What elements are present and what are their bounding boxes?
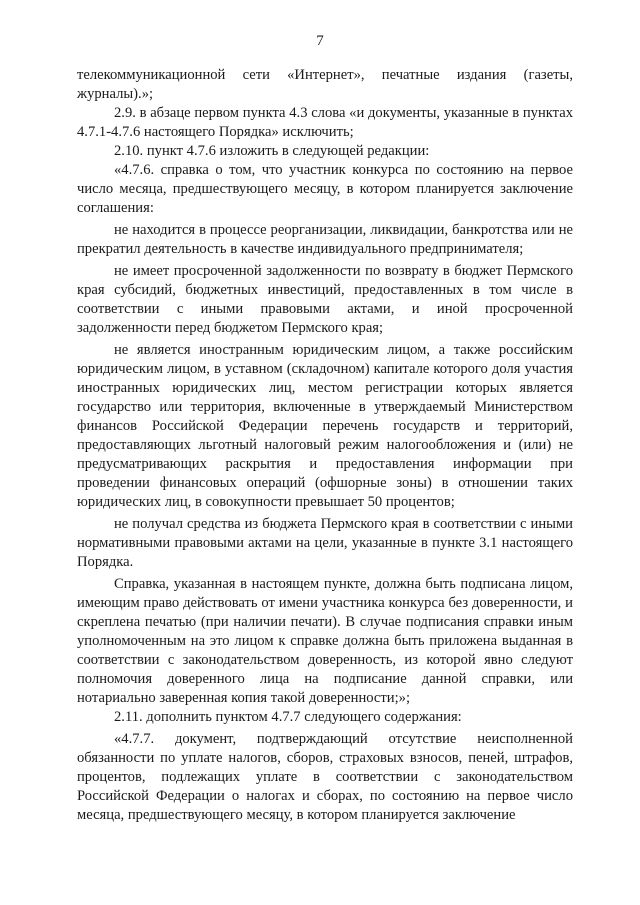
paragraph-foreign-entity: не является иностранным юридическим лицом, а также российским юридическим лицом, в уставном (складочном) капитале которого доля участия иностранных юридических лиц, местом регистрации которых является государство или территория, включенные в утверждаемый Министерством финансов Российской Федерации перечень государств и территорий, предоставляющих льготный налоговый режим налогообложения и (или) не предусматривающих раскрытия и предоставления информации при проведении финансовых операций (офшорные зоны) в отношении таких юридических лиц, в совокупности превышает 50 процентов; xyxy=(77,342,573,510)
document-body xyxy=(77,66,573,825)
paragraph-reorganization: не находится в процессе реорганизации, ликвидации, банкротства или не прекратил деятельность в качестве индивидуального предпринимателя; xyxy=(77,222,573,257)
paragraph-debt: не имеет просроченной задолженности по возврату в бюджет Пермского края субсидий, бюджетных инвестиций, предоставленных в том числе в соответствии с иными правовыми актами, и иной просроченной задолженности перед бюджетом Пермского края; xyxy=(77,263,573,336)
paragraph-continuation: телекоммуникационной сети «Интернет», печатные издания (газеты, журналы).»; xyxy=(77,67,573,102)
paragraph-signature-requirements: Справка, указанная в настоящем пункте, должна быть подписана лицом, имеющим право действовать от имени участника конкурса без доверенности, и скреплена печатью (при наличии печати). В случае подписания справки иным уполномоченным на это лицом к справке должна быть приложена выданная в соответствии с законодательством доверенность, из которой явно следуют полномочия доверенного лица на подписание данной справки, или нотариально заверенная копия такой доверенности;»; xyxy=(77,576,573,706)
page-number: 7 xyxy=(316,33,324,49)
paragraph-item-2-11: 2.11. дополнить пунктом 4.7.7 следующего содержания: xyxy=(114,709,462,725)
paragraph-item-4-7-7: «4.7.7. документ, подтверждающий отсутствие неисполненной обязанности по уплате налогов, сборов, страховых взносов, пеней, штрафов, процентов, подлежащих уплате в соответствии с законодательством Российской Федерации о налогах и сборах, по состоянию на первое число месяца, предшествующего месяцу, в котором планируется заключение xyxy=(77,731,573,823)
paragraph-item-2-9: 2.9. в абзаце первом пункта 4.3 слова «и документы, указанные в пунктах 4.7.1-4.7.6 настоящего Порядка» исключить; xyxy=(77,105,573,140)
paragraph-item-4-7-6: «4.7.6. справка о том, что участник конкурса по состоянию на первое число месяца, предшествующего месяцу, в котором планируется заключение соглашения: xyxy=(77,162,573,216)
paragraph-item-2-10: 2.10. пункт 4.7.6 изложить в следующей редакции: xyxy=(114,143,430,159)
paragraph-budget-funds: не получал средства из бюджета Пермского края в соответствии с иными нормативными правовыми актами на цели, указанные в пункте 3.1 настоящего Порядка. xyxy=(77,516,573,570)
